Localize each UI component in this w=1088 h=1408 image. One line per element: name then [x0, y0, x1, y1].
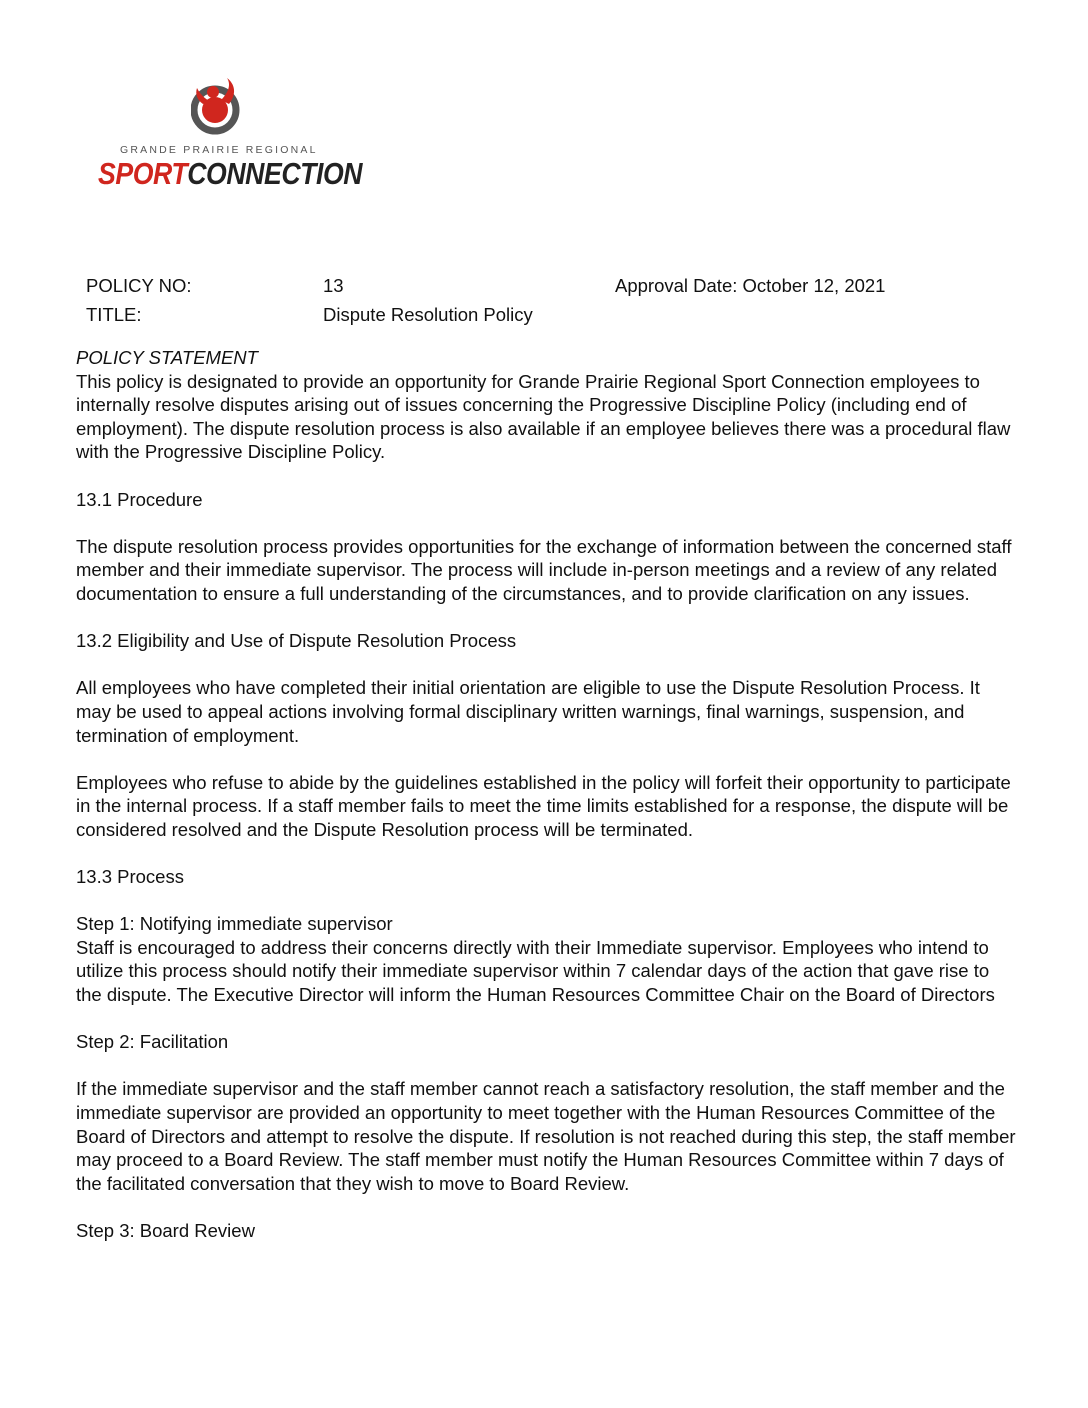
organization-logo — [96, 78, 363, 198]
step-1-heading: Step 1: Notifying immediate supervisor — [76, 913, 393, 935]
statement-heading: POLICY STATEMENT — [76, 347, 258, 368]
runner-ring-icon — [191, 78, 245, 138]
logo-tagline: GRANDE PRAIRIE REGIONAL — [120, 144, 318, 156]
step-2-text: If the immediate supervisor and the staff member cannot reach a satisfactory resolution, the staff member and the immediate supervisor are provided an opportunity to meet together with the Human Resources Committee of the Board of Directors and attempt to resolve the dispute. If resolution is not reached during this step, the staff member may proceed to a Board Review. The staff member must notify the Human Resources Committee within 7 days of the facilitated conversation that they wish to move to Board Review. — [76, 1078, 1016, 1194]
step-3-heading: Step 3: Board Review — [76, 1219, 255, 1241]
policy-body — [76, 346, 1016, 1243]
step-1-text: Staff is encouraged to address their concerns directly with their Immediate supervisor. Employees who intend to utilize this process should notify their immediate supervisor within 7 calendar days of the action that gave rise to the dispute. The Executive Director will inform the Human Resources Committee Chair on the Board of Directors — [76, 936, 995, 1006]
section-1-text: The dispute resolution process provides opportunities for the exchange of information between the concerned staff member and their immediate supervisor. The process will include in-person meetings and a review of any related documentation to ensure a full understanding of the circumstances, and to provide clarification on any issues. — [76, 535, 1012, 604]
statement-text: This policy is designated to provide an opportunity for Grande Prairie Regional Sport Connection employees to internally resolve disputes arising out of issues concerning the Progressive Discipline Policy (including end of employment). The dispute resolution process is also available if an employee believes there was a procedural flaw with the Progressive Discipline Policy. — [76, 370, 1011, 463]
logo-word-connection: CONNECTION — [187, 156, 363, 191]
title-label: TITLE: — [86, 304, 142, 325]
policy-no-label: POLICY NO: — [86, 275, 192, 296]
logo-wordmark — [98, 156, 362, 192]
section-2-text-1: All employees who have completed their initial orientation are eligible to use the Dispute Resolution Process. It may be used to appeal actions involving formal disciplinary written warnings, final warnings, suspension, and termination of employment. — [76, 677, 980, 746]
section-1-heading: 13.1 Procedure — [76, 488, 203, 510]
section-2-text-2: Employees who refuse to abide by the guidelines established in the policy will forfeit their opportunity to participate in the internal process. If a staff member fails to meet the time limits established for a response, the dispute will be considered resolved and the Dispute Resolution process will be terminated. — [76, 771, 1011, 840]
title-value: Dispute Resolution Policy — [323, 304, 533, 325]
logo-word-sport: SPORT — [98, 156, 188, 191]
section-3-heading: 13.3 Process — [76, 866, 184, 888]
approval-date: Approval Date: October 12, 2021 — [615, 275, 886, 296]
section-2-heading: 13.2 Eligibility and Use of Dispute Resolution Process — [76, 630, 517, 652]
step-2-heading: Step 2: Facilitation — [76, 1031, 229, 1053]
policy-no-value: 13 — [323, 275, 344, 296]
